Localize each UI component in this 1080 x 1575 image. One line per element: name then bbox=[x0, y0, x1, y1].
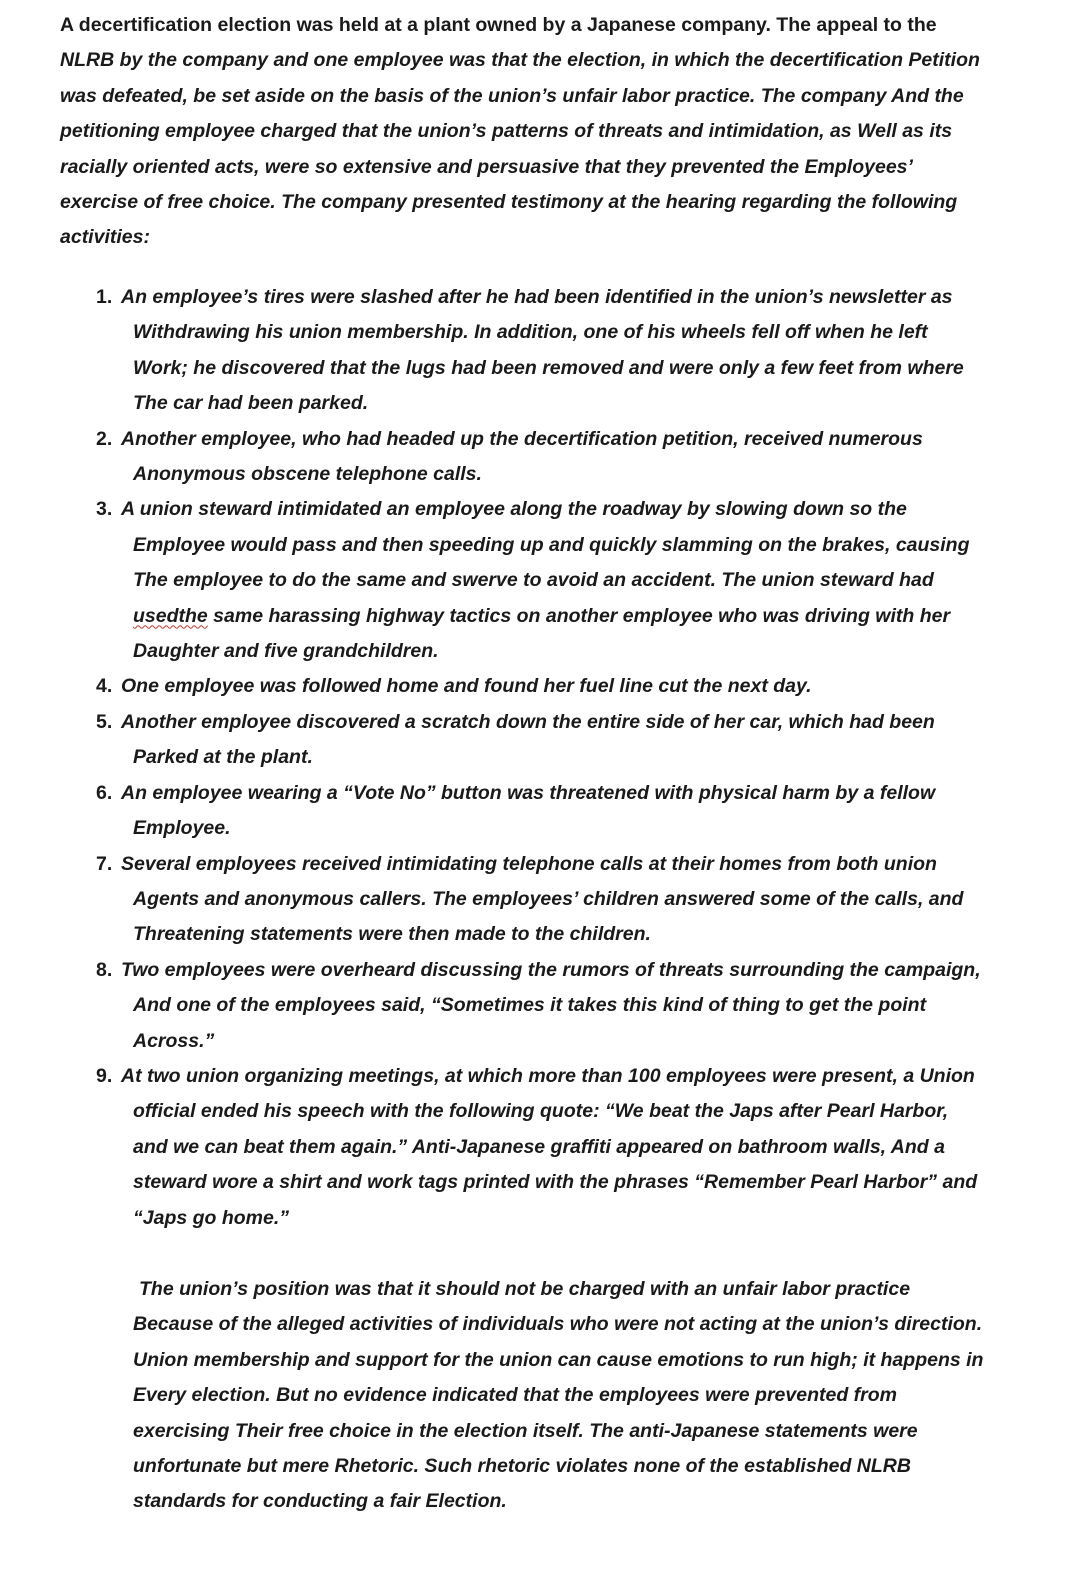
list-item bbox=[0, 422, 1018, 493]
list-item-line: Work; he discovered that the lugs had been removed and were only a few feet from where bbox=[133, 356, 964, 379]
list-item bbox=[0, 705, 1018, 776]
closing-line: unfortunate but mere Rhetoric. Such rhetoric violates none of the established NLRB bbox=[133, 1455, 911, 1478]
intro-line: racially oriented acts, were so extensive and persuasive that they prevented the Employees’ bbox=[60, 155, 913, 178]
list-item-line: Employee. bbox=[133, 817, 231, 840]
list-item-line: Withdrawing his union membership. In addition, one of his wheels fell off when he left bbox=[133, 321, 928, 344]
intro-line: NLRB by the company and one employee was that the election, in which the decertification Petition bbox=[60, 49, 980, 72]
list-item-line bbox=[133, 599, 1018, 634]
list-item-line: steward wore a shirt and work tags printed with the phrases “Remember Pearl Harbor” and bbox=[133, 1171, 978, 1194]
list-item-line: and we can beat them again.” Anti-Japanese graffiti appeared on bathroom walls, And a bbox=[133, 1135, 945, 1158]
list-item-line: Threatening statements were then made to the children. bbox=[133, 923, 651, 946]
list-item-line: Two employees were overheard discussing the rumors of threats surrounding the campaign, bbox=[121, 958, 981, 981]
list-item-line: Another employee discovered a scratch down the entire side of her car, which had been bbox=[121, 710, 935, 733]
list-item-line: Another employee, who had headed up the decertification petition, received numerous bbox=[121, 427, 923, 450]
list-item bbox=[0, 847, 1018, 953]
closing-paragraph bbox=[133, 1272, 1033, 1520]
list-item-line: The car had been parked. bbox=[133, 392, 369, 415]
intro-lead-line: A decertification election was held at a plant owned by a Japanese company. The appeal to the bbox=[60, 14, 937, 36]
intro-line: petitioning employee charged that the union’s patterns of threats and intimidation, as Well as its bbox=[60, 120, 953, 143]
list-item-line: Across.” bbox=[133, 1029, 215, 1052]
list-item-line: Anonymous obscene telephone calls. bbox=[133, 463, 482, 486]
intro-line: exercise of free choice. The company presented testimony at the hearing regarding the following bbox=[60, 191, 958, 214]
intro-line: activities: bbox=[60, 226, 150, 249]
list-item-number: 6. bbox=[96, 781, 113, 804]
list-item bbox=[0, 776, 1018, 847]
list-item-number: 9. bbox=[96, 1064, 113, 1087]
list-item-number: 7. bbox=[96, 852, 113, 875]
activities-list bbox=[0, 280, 1080, 1236]
list-item-line: One employee was followed home and found her fuel line cut the next day. bbox=[121, 675, 812, 698]
closing-line: Every election. But no evidence indicated that the employees were prevented from bbox=[133, 1384, 897, 1407]
closing-line: The union’s position was that it should not be charged with an unfair labor practice bbox=[139, 1278, 911, 1300]
list-item bbox=[0, 492, 1018, 669]
list-item bbox=[0, 953, 1018, 1059]
list-item-number: 4. bbox=[96, 675, 113, 698]
list-item-line: An employee wearing a “Vote No” button was threatened with physical harm by a fellow bbox=[121, 781, 936, 804]
list-item-line: A union steward intimidated an employee along the roadway by slowing down so the bbox=[121, 498, 907, 521]
intro-paragraph bbox=[60, 8, 1020, 256]
list-item-line: And one of the employees said, “Sometimes it takes this kind of thing to get the point bbox=[133, 994, 927, 1017]
list-item-line: Several employees received intimidating telephone calls at their homes from both union bbox=[121, 852, 937, 875]
list-item-line: “Japs go home.” bbox=[133, 1206, 290, 1229]
closing-line: standards for conducting a fair Election. bbox=[133, 1490, 507, 1513]
list-item-line: Employee would pass and then speeding up and quickly slamming on the brakes, causing bbox=[133, 533, 970, 556]
list-item bbox=[0, 1059, 1018, 1236]
list-item-line: official ended his speech with the following quote: “We beat the Japs after Pearl Harbor, bbox=[133, 1100, 949, 1123]
list-item bbox=[0, 669, 1018, 704]
list-item-number: 8. bbox=[96, 958, 113, 981]
list-item-number: 5. bbox=[96, 710, 113, 733]
list-item-line: The employee to do the same and swerve to avoid an accident. The union steward had bbox=[133, 569, 934, 592]
list-item-line: Daughter and five grandchildren. bbox=[133, 640, 439, 663]
intro-line: was defeated, be set aside on the basis of the union’s unfair labor practice. The company And the bbox=[60, 84, 964, 107]
list-item-line: Agents and anonymous callers. The employees’ children answered some of the calls, and bbox=[133, 887, 964, 910]
closing-line: exercising Their free choice in the election itself. The anti-Japanese statements were bbox=[133, 1419, 918, 1442]
list-item-line: An employee’s tires were slashed after he had been identified in the union’s newsletter as bbox=[121, 286, 953, 308]
closing-line: Union membership and support for the union can cause emotions to run high; it happens in bbox=[133, 1348, 984, 1371]
list-item-number: 2. bbox=[96, 427, 113, 450]
list-item-line-rest: same harassing highway tactics on another employee who was driving with her bbox=[207, 604, 951, 627]
list-item-line: At two union organizing meetings, at which more than 100 employees were present, a Union bbox=[121, 1064, 975, 1087]
misspelled-word: usedthe bbox=[133, 604, 208, 627]
list-item-number: 1. bbox=[96, 286, 113, 308]
list-item-number: 3. bbox=[96, 498, 113, 521]
list-item-line: Parked at the plant. bbox=[133, 746, 313, 769]
list-item bbox=[0, 280, 1018, 422]
closing-line: Because of the alleged activities of individuals who were not acting at the union’s direction. bbox=[133, 1313, 983, 1336]
